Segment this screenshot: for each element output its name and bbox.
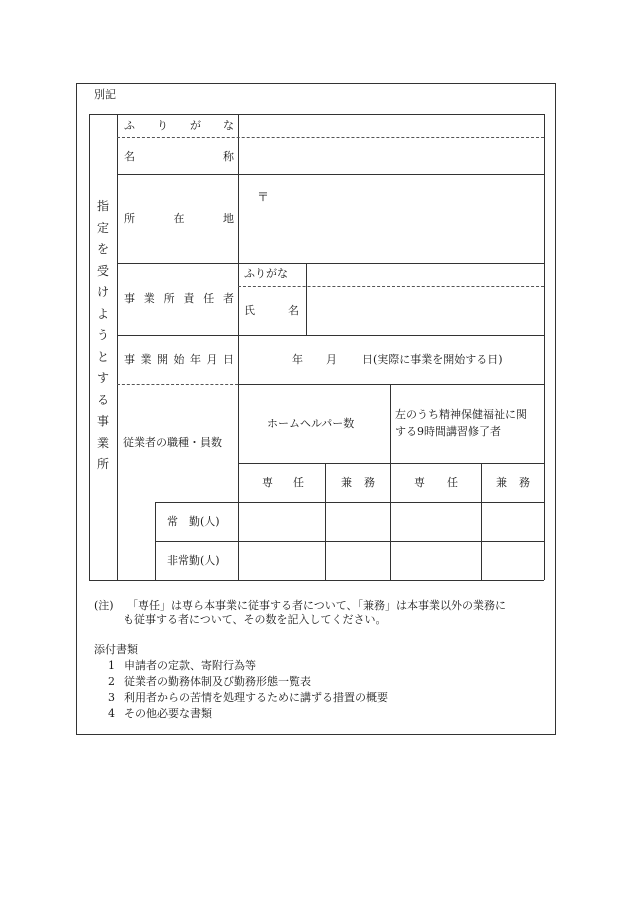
- fulltime-header-right: 専 任: [414, 476, 458, 489]
- attachments-title: 添付書類: [94, 643, 138, 656]
- attachment-item-2: 従業者の勤務体制及び勤務形態一覧表: [124, 675, 311, 688]
- location-label: 所 在 地: [124, 212, 234, 225]
- label-column-line: [238, 114, 239, 580]
- side-column-line: [117, 114, 118, 580]
- nonregular-row-label: 非常勤(人): [167, 554, 220, 567]
- start-date-label: 事 業 開 始 年 月 日: [124, 353, 234, 366]
- attachment-item-1: 申請者の定款、寄附行為等: [124, 659, 256, 672]
- note-line-2: も従事する者について、その数を記入してください。: [123, 613, 387, 626]
- name-divider: [117, 174, 544, 175]
- concurrent-header-left: 兼 務: [341, 476, 375, 489]
- manager-name-label: 氏 名: [244, 304, 299, 317]
- table-border-bottom: [89, 580, 544, 581]
- fulltime-header-left: 専 任: [262, 476, 304, 489]
- start-date-day: 日(実際に事業を開始する日): [362, 353, 503, 366]
- start-date-value-divider: [238, 384, 544, 385]
- furigana-divider: [117, 137, 544, 138]
- staff-right-split: [481, 463, 482, 580]
- start-date-year: 年: [292, 353, 303, 366]
- staff-left-split: [325, 463, 326, 580]
- side-label: 指定を受けようとする事業所: [96, 199, 109, 471]
- home-helpers-header: ホームヘルパー数: [267, 417, 355, 430]
- mh-trained-header-line1: 左のうち精神保健福祉に関: [395, 408, 527, 421]
- manager-furigana-label: ふりがな: [244, 267, 288, 280]
- location-divider: [117, 263, 544, 264]
- manager-label: 事 業 所 責 任 者: [124, 292, 234, 305]
- manager-sub-line: [306, 263, 307, 335]
- note-mark: (注): [94, 599, 114, 612]
- start-date-month: 月: [326, 353, 337, 366]
- name-label: 名 称: [124, 150, 234, 163]
- attachment-num-2: 2: [108, 675, 115, 688]
- furigana-label: ふ り が な: [124, 119, 234, 132]
- note-line-1: 「専任」は専ら本事業に従事する者について、「兼務」は本事業以外の業務に: [127, 599, 507, 612]
- staff-mid-line: [390, 384, 391, 580]
- attachment-item-3: 利用者からの苦情を処理するために講ずる措置の概要: [124, 691, 388, 704]
- table-border-right: [544, 114, 545, 580]
- manager-furigana-divider: [238, 286, 544, 287]
- manager-divider: [117, 335, 544, 336]
- attachment-num-4: 4: [108, 707, 115, 720]
- staff-subheader-divider: [155, 502, 544, 503]
- attachment-num-3: 3: [108, 691, 115, 704]
- postal-mark: 〒: [257, 190, 270, 204]
- heading: 別記: [94, 88, 116, 101]
- staff-header-divider: [238, 463, 544, 464]
- concurrent-header-right: 兼 務: [496, 476, 530, 489]
- staff-row-divider: [155, 541, 544, 542]
- staff-label: 従業者の職種・員数: [123, 436, 222, 449]
- attachment-item-4: その他必要な書類: [124, 707, 212, 720]
- table-border-left: [89, 114, 90, 580]
- regular-row-label: 常 勤(人): [167, 515, 220, 528]
- start-date-divider: [117, 384, 238, 385]
- attachment-num-1: 1: [108, 659, 115, 672]
- table-border-top: [89, 114, 544, 115]
- mh-trained-header-line2: する9時間講習修了者: [395, 425, 501, 438]
